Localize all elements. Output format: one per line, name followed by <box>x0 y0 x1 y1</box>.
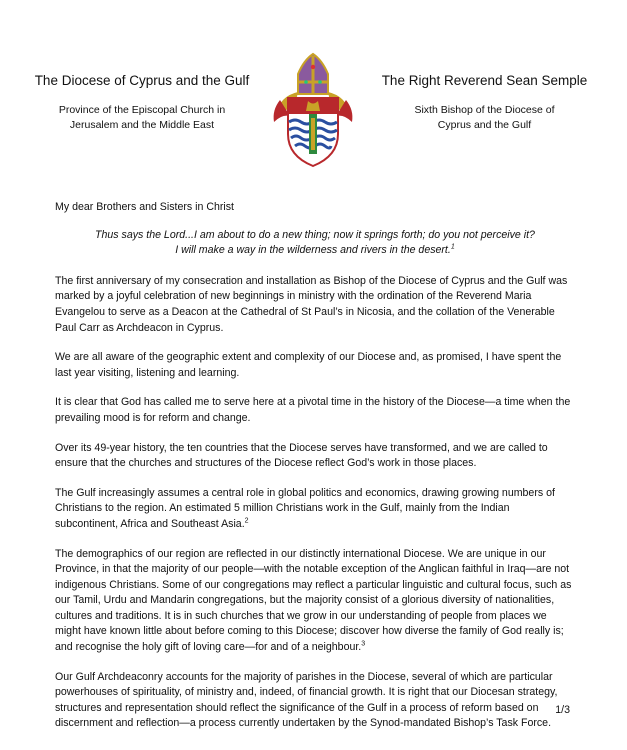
quote-line-1: Thus says the Lord...I am about to do a new thing; now it springs forth; do you not perceive it? <box>95 228 535 241</box>
footnote-ref-3[interactable]: 3 <box>361 640 366 648</box>
province-line-1: Province of the Episcopal Church in <box>58 104 226 116</box>
paragraph-archdeaconry: Our Gulf Archdeaconry accounts for the majority of parishes in the Diocese, several of which are particular powerhouses of spirituality, of ministry and, indeed, of financial growth. It is right that our Diocesan strategy, structures and representation should reflect the significance of the Gulf in a process of reform based on discernment and reflection—a process currently undertaken by the Synod-mandated Bishop’s Task Force. <box>55 670 558 730</box>
footnote-ref-1[interactable]: 1 <box>450 243 455 251</box>
paragraph-demographics-text: The demographics of our region are reflected in our distinctly international Diocese. We are unique in our Province, in that the majority of our people—with the notable exception of the Anglican faithful in Iraq—are not indigenous Christians. Some of our congregations may reflect a particular linguistic and cultural focus, such as our Tamil, Urdu and Mandarin congregations, but the majority consist of a glorious diversity of nationalities, cultures and traditions. It is in such churches that we grow in our understanding of people from places we might have known little about before coming to this Diocese; discover how diverse the family of God really is; and recognise the holy gift of loving care—for and of a neighbour. <box>55 547 572 654</box>
paragraph-pivotal-time: It is clear that God has called me to serve here at a pivotal time in the history of the Diocese—a time when the prevailing mood is for reform and change. <box>55 396 571 424</box>
footnote-ref-2[interactable]: 2 <box>244 517 249 525</box>
scripture-quote <box>55 228 575 259</box>
paragraph-visiting: We are all aware of the geographic extent and complexity of our Diocese and, as promised, I have spent the last year visiting, listening and learning. <box>55 351 562 379</box>
bishop-header <box>362 72 607 133</box>
bishop-title <box>362 103 607 133</box>
quote-line-2: I will make a way in the wilderness and rivers in the desert. <box>175 244 451 257</box>
paragraph-demographics <box>55 547 575 656</box>
letter-body <box>55 200 575 746</box>
paragraph-gulf <box>55 486 575 533</box>
province-line-2: Jerusalem and the Middle East <box>69 119 215 131</box>
diocesan-coat-of-arms-icon <box>268 52 358 170</box>
paragraph-history: Over its 49-year history, the ten countries that the Diocese serves have transformed, and we are called to ensure that the churches and structures of the Diocese reflect God’s work in those places. <box>55 441 548 470</box>
bishop-title-line-2: Cyprus and the Gulf <box>437 119 532 131</box>
paragraph-anniversary: The first anniversary of my consecration and installation as Bishop of the Diocese of Cyprus and the Gulf was marked by a joyful celebration of new beginnings in ministry with the ordination of the Reverend Maria Evangelou to serve as a Deacon at the Cathedral of St Paul’s in Nicosia, and the collation of the Venerable Paul Carr as Archdeacon in Cyprus. <box>55 274 568 334</box>
salutation: My dear Brothers and Sisters in Christ <box>55 201 234 213</box>
page-number: 1/3 <box>555 704 570 716</box>
diocese-header <box>22 72 262 133</box>
bishop-title-line-1: Sixth Bishop of the Diocese of <box>414 104 555 116</box>
bishop-name: The Right Reverend Sean Semple <box>381 73 588 88</box>
province-name <box>22 103 262 133</box>
paragraph-gulf-text: The Gulf increasingly assumes a central role in global politics and economics, drawing growing numbers of Christians to the region. An estimated 5 million Christians work in the Gulf, mainly from the Indian subcontinent, Africa and Southeast Asia. <box>55 486 555 530</box>
diocese-name: The Diocese of Cyprus and the Gulf <box>34 73 250 88</box>
